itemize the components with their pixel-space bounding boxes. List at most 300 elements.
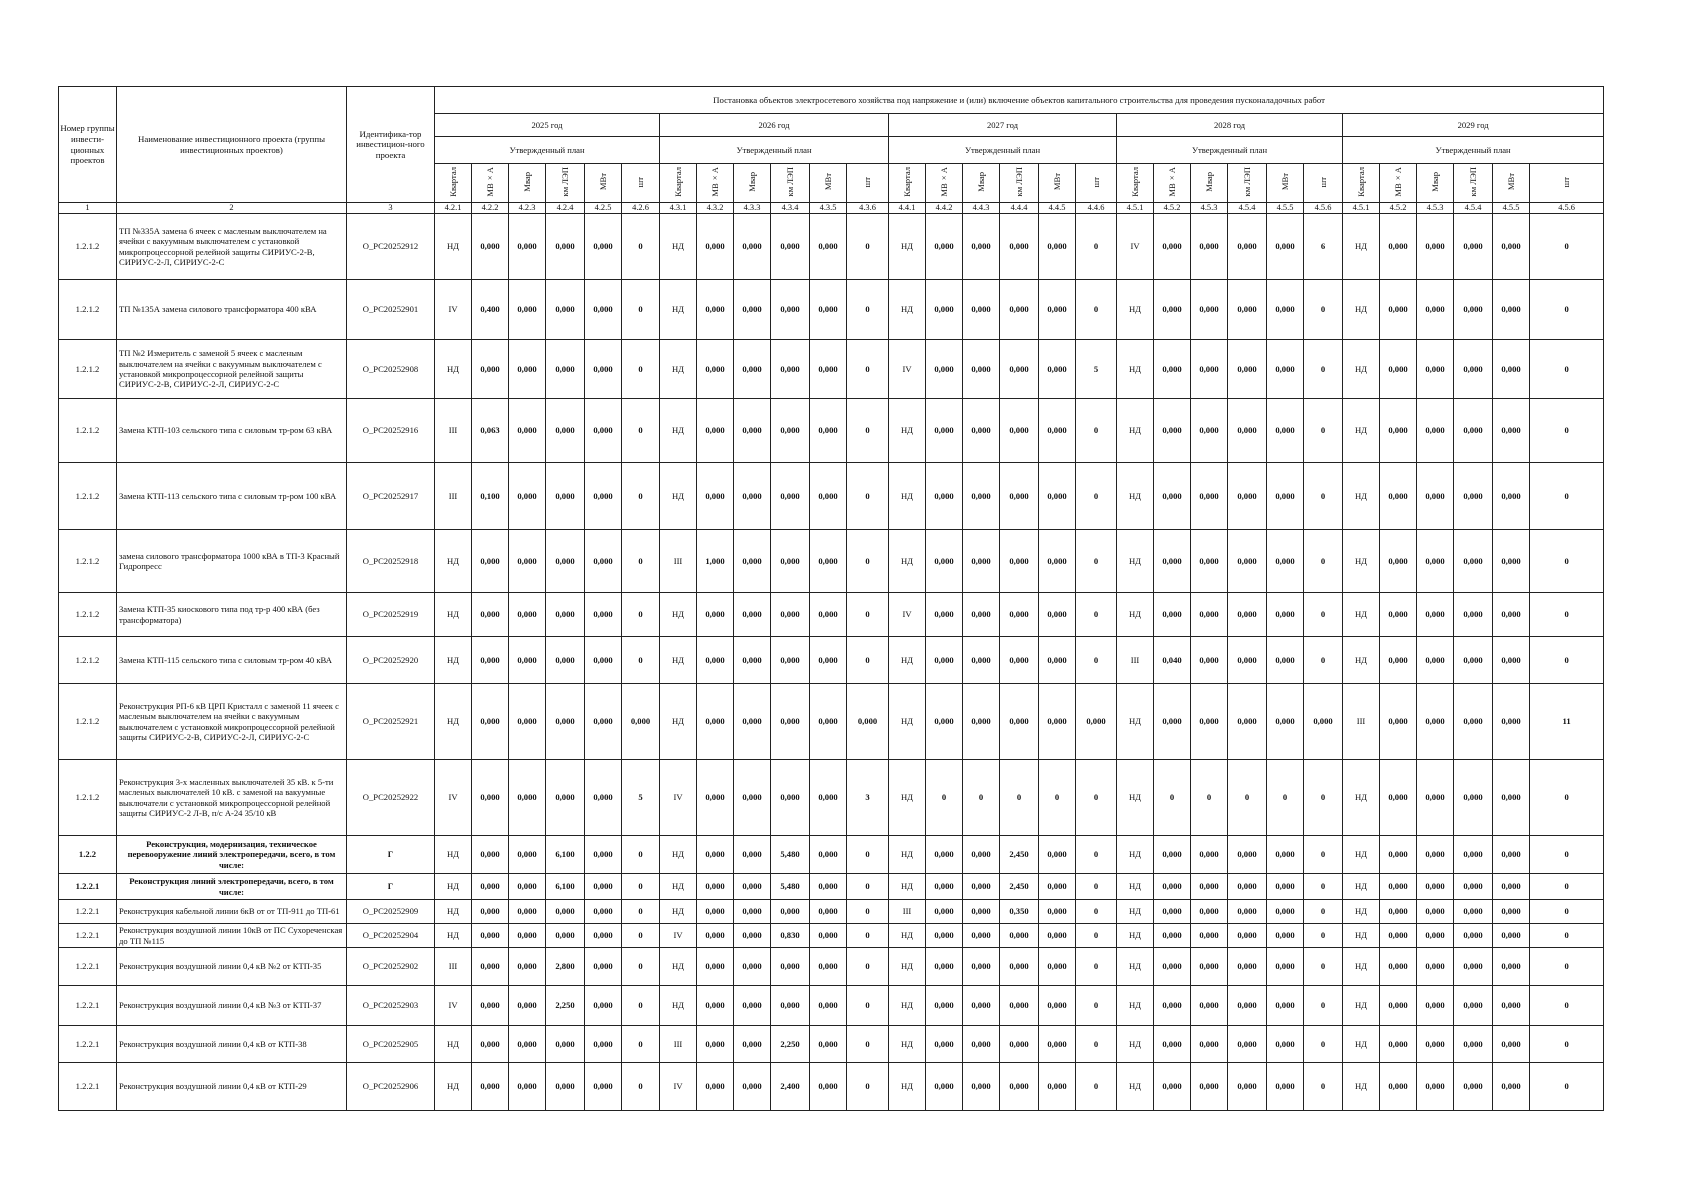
row-project-name: Реконструкция 3-х масленных выключателей 35 кВ. к 5-ти масленых выключателей 10 кВ. с заменой на вакуумные выключатели с установкой микропроцессорной релейной защиты СИРИУС-2 Л-В, п/с А-24 35/10 кВ	[117, 760, 347, 836]
row-value-cell: 0,000	[1000, 214, 1039, 280]
row-value-cell: 0,000	[1039, 280, 1076, 340]
row-value-cell: 0,000	[472, 593, 509, 637]
row-group-number: 1.2.2.1	[59, 874, 117, 900]
row-value-cell: 0,000	[1417, 463, 1454, 530]
column-number: 1	[59, 203, 117, 214]
row-value-cell: НД	[1117, 874, 1154, 900]
row-value-cell: 0,000	[810, 340, 847, 399]
row-value-cell: 0,000	[1454, 593, 1493, 637]
row-value-cell: 0,000	[472, 637, 509, 684]
header-unit-cell	[734, 164, 771, 203]
row-value-cell: 0	[622, 836, 660, 874]
row-value-cell: 0,000	[1000, 924, 1039, 948]
row-value-cell: 0,000	[509, 340, 546, 399]
row-value-cell: 0,000	[1228, 684, 1267, 760]
row-value-cell: 0	[1304, 986, 1343, 1026]
row-value-cell: 0,000	[1154, 1063, 1191, 1111]
column-number: 4.3.2	[697, 203, 734, 214]
row-value-cell: 0	[622, 593, 660, 637]
row-value-cell: НД	[660, 340, 697, 399]
row-value-cell: 0,000	[1380, 280, 1417, 340]
header-unit-cell	[1191, 164, 1228, 203]
row-value-cell: 0	[1530, 463, 1604, 530]
header-unit-cell	[889, 164, 926, 203]
row-value-cell: 0,000	[585, 214, 622, 280]
row-value-cell: НД	[1117, 760, 1154, 836]
row-value-cell: 0,000	[509, 463, 546, 530]
row-value-cell: 0,000	[1417, 1026, 1454, 1063]
column-number: 4.4.6	[1076, 203, 1117, 214]
row-value-cell: 0,000	[1454, 463, 1493, 530]
row-value-cell: 0,000	[509, 214, 546, 280]
row-value-cell: 0,000	[734, 530, 771, 593]
row-value-cell: 0,000	[1267, 924, 1304, 948]
row-value-cell: 0,000	[1380, 874, 1417, 900]
row-value-cell: 0,000	[1154, 214, 1191, 280]
row-value-cell: 0	[622, 874, 660, 900]
row-value-cell: НД	[1343, 280, 1380, 340]
row-value-cell: 0	[1530, 760, 1604, 836]
header-unit-label: Мвар	[746, 171, 757, 192]
row-value-cell: 0,000	[1228, 530, 1267, 593]
row-value-cell: 0,000	[926, 463, 963, 530]
header-unit-label: МВт	[822, 173, 833, 191]
header-unit-label: Квартал	[1129, 166, 1140, 197]
row-value-cell: 0,000	[509, 684, 546, 760]
header-unit-cell	[963, 164, 1000, 203]
row-value-cell: 0,000	[771, 340, 810, 399]
row-value-cell: 0,000	[926, 637, 963, 684]
row-value-cell: 0,000	[963, 986, 1000, 1026]
column-number: 4.5.1	[1343, 203, 1380, 214]
row-value-cell: 0	[1076, 637, 1117, 684]
header-unit-label: км ЛЭП	[784, 167, 795, 197]
row-value-cell: НД	[1343, 593, 1380, 637]
row-value-cell: НД	[435, 1063, 472, 1111]
column-number: 4.2.4	[546, 203, 585, 214]
row-value-cell: 0,000	[926, 836, 963, 874]
row-value-cell: 0	[1304, 593, 1343, 637]
column-number: 4.3.1	[660, 203, 697, 214]
row-project-name: Реконструкция линий электропередачи, всего, в том числе:	[117, 874, 347, 900]
row-value-cell: НД	[435, 1026, 472, 1063]
header-plan-label: Утвержденный план	[435, 137, 660, 164]
row-value-cell: 1,000	[697, 530, 734, 593]
row-value-cell: НД	[889, 463, 926, 530]
row-value-cell: 0,000	[1000, 948, 1039, 986]
row-project-id: Г	[347, 874, 435, 900]
row-value-cell: 0,000	[1000, 280, 1039, 340]
row-project-name: Реконструкция кабельной линии 6кВ от от ТП-911 до ТП-61	[117, 900, 347, 924]
row-value-cell: 0,000	[585, 924, 622, 948]
row-value-cell: 0	[1304, 836, 1343, 874]
row-value-cell: 0,000	[1493, 530, 1530, 593]
row-project-id: O_PC20252908	[347, 340, 435, 399]
row-value-cell: НД	[889, 836, 926, 874]
row-value-cell: 0,000	[1267, 593, 1304, 637]
row-value-cell: 0,000	[1380, 530, 1417, 593]
header-unit-cell	[1076, 164, 1117, 203]
row-value-cell: 0,000	[1000, 593, 1039, 637]
row-value-cell: НД	[1117, 1026, 1154, 1063]
header-unit-label: МВт	[1051, 173, 1062, 191]
row-value-cell: 0,000	[546, 684, 585, 760]
row-value-cell: 0,000	[472, 924, 509, 948]
header-unit-label: МВ×А	[484, 167, 495, 197]
column-number: 4.5.5	[1267, 203, 1304, 214]
row-value-cell: 0,000	[734, 986, 771, 1026]
row-value-cell: 0,000	[734, 924, 771, 948]
header-year: 2029 год	[1343, 114, 1604, 137]
row-value-cell: 0	[1039, 760, 1076, 836]
row-value-cell: НД	[435, 530, 472, 593]
row-group-number: 1.2.2.1	[59, 924, 117, 948]
row-value-cell: 0,000	[734, 874, 771, 900]
row-value-cell: НД	[889, 637, 926, 684]
row-value-cell: 0,000	[1267, 1063, 1304, 1111]
row-value-cell: 0	[1076, 948, 1117, 986]
row-value-cell: III	[1117, 637, 1154, 684]
row-value-cell: 0	[1304, 1063, 1343, 1111]
row-value-cell: НД	[1343, 900, 1380, 924]
row-value-cell: 0,000	[1380, 1063, 1417, 1111]
row-value-cell: НД	[889, 760, 926, 836]
row-value-cell: 0	[1076, 530, 1117, 593]
row-value-cell: 0,000	[963, 637, 1000, 684]
column-number: 3	[347, 203, 435, 214]
row-value-cell: 0	[847, 874, 889, 900]
column-number: 4.5.2	[1154, 203, 1191, 214]
row-value-cell: 0,000	[1154, 986, 1191, 1026]
row-value-cell: НД	[1343, 760, 1380, 836]
row-value-cell: 0,000	[509, 280, 546, 340]
row-value-cell: 5	[1076, 340, 1117, 399]
row-value-cell: 0,100	[472, 463, 509, 530]
row-value-cell: 0,000	[734, 637, 771, 684]
row-value-cell: 0	[1530, 924, 1604, 948]
header-unit-label: Квартал	[1355, 166, 1366, 197]
header-unit-cell	[1343, 164, 1380, 203]
header-unit-label: МВ×А	[709, 167, 720, 197]
row-value-cell: IV	[1117, 214, 1154, 280]
row-value-cell: НД	[435, 593, 472, 637]
row-value-cell: 0,000	[810, 760, 847, 836]
row-value-cell: 0,000	[963, 530, 1000, 593]
row-value-cell: НД	[660, 684, 697, 760]
row-value-cell: 0,000	[963, 593, 1000, 637]
row-value-cell: НД	[435, 214, 472, 280]
table-row	[59, 684, 1604, 760]
header-unit-cell	[1117, 164, 1154, 203]
table-row	[59, 948, 1604, 986]
row-project-name: ТП №2 Измеритель с заменой 5 ячеек с масленым выключателем на ячейки с вакуумным выключателем с установкой микропроцессорной релейной защиты СИРИУС-2-В, СИРИУС-2-Л, СИРИУС-2-С	[117, 340, 347, 399]
row-value-cell: 0	[1530, 214, 1604, 280]
row-value-cell: 0,000	[1000, 684, 1039, 760]
header-unit-label: МВт	[1505, 173, 1516, 191]
row-value-cell: 0,000	[1039, 924, 1076, 948]
row-group-number: 1.2.2.1	[59, 1026, 117, 1063]
column-number: 4.5.4	[1454, 203, 1493, 214]
header-unit-label: км ЛЭП	[1467, 167, 1478, 197]
row-value-cell: 0,000	[810, 637, 847, 684]
row-value-cell: 2,450	[1000, 836, 1039, 874]
row-value-cell: 0,000	[847, 684, 889, 760]
row-value-cell: 0	[622, 637, 660, 684]
row-value-cell: 0	[622, 1026, 660, 1063]
header-unit-cell	[1454, 164, 1493, 203]
row-value-cell: 0,000	[585, 948, 622, 986]
header-unit-cell	[1267, 164, 1304, 203]
row-value-cell: 0,000	[546, 1026, 585, 1063]
row-value-cell: 0,000	[1154, 836, 1191, 874]
row-value-cell: 0	[622, 463, 660, 530]
row-value-cell: НД	[660, 593, 697, 637]
header-group-number: Номер группы инвести-ционных проектов	[59, 87, 117, 203]
row-value-cell: 0,000	[1000, 530, 1039, 593]
row-value-cell: 0	[1191, 760, 1228, 836]
row-value-cell: 0,000	[472, 530, 509, 593]
row-value-cell: НД	[1117, 593, 1154, 637]
row-value-cell: 0	[622, 924, 660, 948]
column-number: 4.4.3	[963, 203, 1000, 214]
table-row	[59, 900, 1604, 924]
header-unit-cell	[847, 164, 889, 203]
row-value-cell: НД	[1117, 340, 1154, 399]
row-value-cell: 0,000	[697, 340, 734, 399]
row-value-cell: 0,000	[1454, 1063, 1493, 1111]
row-project-id: O_PC20252920	[347, 637, 435, 684]
row-value-cell: 0	[1000, 760, 1039, 836]
row-value-cell: 0,000	[1380, 760, 1417, 836]
row-value-cell: IV	[889, 340, 926, 399]
row-value-cell: 0,000	[585, 836, 622, 874]
row-value-cell: 0,000	[1191, 986, 1228, 1026]
row-value-cell: 5,480	[771, 874, 810, 900]
row-value-cell: 0,000	[771, 530, 810, 593]
header-unit-label: Мвар	[975, 171, 986, 192]
row-project-name: Реконструкция воздушной линии 0,4 кВ №2 от КТП-35	[117, 948, 347, 986]
row-project-name: Реконструкция воздушной линии 0,4 кВ №3 от КТП-37	[117, 986, 347, 1026]
row-value-cell: 0,000	[926, 874, 963, 900]
row-value-cell: 0	[1076, 1026, 1117, 1063]
row-value-cell: НД	[1117, 463, 1154, 530]
header-unit-cell	[472, 164, 509, 203]
header-unit-label: шт	[1090, 176, 1101, 188]
row-value-cell: НД	[660, 280, 697, 340]
header-plan-label: Утвержденный план	[1117, 137, 1343, 164]
column-number: 4.5.3	[1191, 203, 1228, 214]
row-value-cell: 2,250	[546, 986, 585, 1026]
header-year: 2028 год	[1117, 114, 1343, 137]
row-value-cell: 11	[1530, 684, 1604, 760]
row-value-cell: 0,000	[1039, 463, 1076, 530]
row-value-cell: 0,000	[1267, 214, 1304, 280]
row-value-cell: 0,000	[1454, 986, 1493, 1026]
row-value-cell: 3	[847, 760, 889, 836]
row-value-cell: 0	[847, 399, 889, 463]
row-value-cell: 0	[1304, 637, 1343, 684]
row-value-cell: 0,000	[926, 280, 963, 340]
row-value-cell: 0	[1530, 900, 1604, 924]
row-value-cell: 0,000	[810, 593, 847, 637]
row-value-cell: НД	[435, 340, 472, 399]
row-value-cell: НД	[1343, 399, 1380, 463]
row-value-cell: 0,000	[1380, 593, 1417, 637]
header-unit-cell	[1228, 164, 1267, 203]
row-value-cell: 0	[847, 280, 889, 340]
row-value-cell: 0,000	[926, 924, 963, 948]
row-value-cell: НД	[660, 948, 697, 986]
row-value-cell: НД	[889, 986, 926, 1026]
row-value-cell: 0,000	[1493, 924, 1530, 948]
row-value-cell: НД	[1117, 1063, 1154, 1111]
row-value-cell: 0,000	[1228, 1026, 1267, 1063]
row-group-number: 1.2.2.1	[59, 986, 117, 1026]
row-value-cell: 2,450	[1000, 874, 1039, 900]
row-value-cell: 0,000	[697, 1063, 734, 1111]
row-value-cell: 0,000	[734, 1026, 771, 1063]
row-value-cell: 0,000	[963, 948, 1000, 986]
row-value-cell: 0,000	[963, 1063, 1000, 1111]
row-value-cell: 0,000	[1228, 874, 1267, 900]
row-value-cell: 0,000	[1154, 280, 1191, 340]
header-project-name: Наименование инвестиционного проекта (группы инвестиционных проектов)	[117, 87, 347, 203]
row-value-cell: 5	[622, 760, 660, 836]
row-value-cell: 0,000	[546, 530, 585, 593]
row-value-cell: 0,000	[1267, 399, 1304, 463]
row-value-cell: 0,000	[1039, 399, 1076, 463]
row-value-cell: 0,000	[1228, 214, 1267, 280]
header-unit-cell	[697, 164, 734, 203]
row-value-cell: IV	[660, 1063, 697, 1111]
table-row	[59, 340, 1604, 399]
row-value-cell: 0,000	[1191, 399, 1228, 463]
row-value-cell: 0,000	[546, 637, 585, 684]
row-value-cell: 0	[1304, 874, 1343, 900]
row-value-cell: 0,000	[1417, 340, 1454, 399]
row-value-cell: НД	[1117, 399, 1154, 463]
row-value-cell: 0	[1076, 760, 1117, 836]
row-group-number: 1.2.1.2	[59, 214, 117, 280]
row-value-cell: НД	[1343, 463, 1380, 530]
row-value-cell: 0,000	[1454, 874, 1493, 900]
header-year: 2025 год	[435, 114, 660, 137]
row-value-cell: 0,000	[1417, 1063, 1454, 1111]
row-value-cell: 0	[963, 760, 1000, 836]
column-number: 4.2.5	[585, 203, 622, 214]
row-value-cell: 0,000	[1380, 948, 1417, 986]
row-value-cell: 0	[622, 340, 660, 399]
row-value-cell: 0,000	[1191, 530, 1228, 593]
row-value-cell: НД	[1117, 280, 1154, 340]
row-value-cell: 0,000	[1228, 986, 1267, 1026]
row-value-cell: IV	[435, 280, 472, 340]
header-unit-label: шт	[1561, 176, 1572, 188]
column-number: 4.4.4	[1000, 203, 1039, 214]
row-value-cell: 0,000	[963, 340, 1000, 399]
row-value-cell: 0,000	[585, 874, 622, 900]
row-value-cell: НД	[1343, 836, 1380, 874]
row-value-cell: 0,000	[1039, 986, 1076, 1026]
row-value-cell: 0	[622, 986, 660, 1026]
row-value-cell: 0,000	[1154, 340, 1191, 399]
row-value-cell: 0,000	[1267, 986, 1304, 1026]
row-value-cell: 0,000	[963, 1026, 1000, 1063]
row-value-cell: 0,000	[1493, 986, 1530, 1026]
row-value-cell: 0,000	[697, 684, 734, 760]
row-value-cell: 0,000	[1267, 340, 1304, 399]
row-value-cell: 0,000	[1267, 836, 1304, 874]
row-group-number: 1.2.1.2	[59, 280, 117, 340]
row-value-cell: 0,000	[1493, 948, 1530, 986]
row-value-cell: НД	[1343, 924, 1380, 948]
row-value-cell: 0,000	[509, 874, 546, 900]
row-value-cell: 0,000	[771, 637, 810, 684]
row-value-cell: 0,000	[771, 948, 810, 986]
row-value-cell: НД	[660, 399, 697, 463]
row-value-cell: 0,000	[472, 1026, 509, 1063]
row-value-cell: 0,000	[1417, 948, 1454, 986]
row-value-cell: 0,000	[1417, 280, 1454, 340]
table-row	[59, 463, 1604, 530]
header-unit-cell	[771, 164, 810, 203]
row-value-cell: 0,000	[810, 214, 847, 280]
row-value-cell: 0	[1076, 924, 1117, 948]
row-value-cell: 0,000	[926, 900, 963, 924]
header-plan-label: Утвержденный план	[660, 137, 889, 164]
row-value-cell: 0,000	[509, 948, 546, 986]
table-row	[59, 637, 1604, 684]
row-value-cell: НД	[1343, 214, 1380, 280]
row-value-cell: НД	[660, 900, 697, 924]
row-value-cell: 0,000	[771, 760, 810, 836]
row-value-cell: 0,000	[1228, 593, 1267, 637]
row-value-cell: 0,000	[509, 1026, 546, 1063]
row-value-cell: 0,000	[963, 874, 1000, 900]
column-number: 4.4.2	[926, 203, 963, 214]
row-value-cell: 0,000	[1154, 900, 1191, 924]
row-value-cell: 0	[1304, 924, 1343, 948]
row-value-cell: 0,000	[1000, 1063, 1039, 1111]
row-value-cell: 0,000	[1267, 637, 1304, 684]
row-value-cell: 0,000	[509, 836, 546, 874]
row-value-cell: 0,000	[585, 280, 622, 340]
row-value-cell: НД	[1117, 684, 1154, 760]
row-value-cell: 0	[1228, 760, 1267, 836]
row-value-cell: НД	[889, 924, 926, 948]
table-row	[59, 214, 1604, 280]
table-row	[59, 836, 1604, 874]
row-value-cell: 0,000	[1000, 637, 1039, 684]
row-value-cell: 0,000	[546, 214, 585, 280]
investment-plan-table	[58, 86, 1604, 1111]
header-unit-label: шт	[1317, 176, 1328, 188]
header-unit-cell	[926, 164, 963, 203]
row-value-cell: 0,000	[771, 214, 810, 280]
row-value-cell: 0	[847, 530, 889, 593]
row-value-cell: 0	[1530, 399, 1604, 463]
row-value-cell: III	[660, 1026, 697, 1063]
row-value-cell: НД	[889, 399, 926, 463]
row-value-cell: 0,000	[697, 399, 734, 463]
row-value-cell: 0,000	[697, 593, 734, 637]
row-value-cell: 0,000	[1304, 684, 1343, 760]
column-number: 2	[117, 203, 347, 214]
header-unit-cell	[660, 164, 697, 203]
row-value-cell: III	[889, 900, 926, 924]
row-value-cell: 0,000	[472, 836, 509, 874]
row-value-cell: 0,000	[472, 760, 509, 836]
